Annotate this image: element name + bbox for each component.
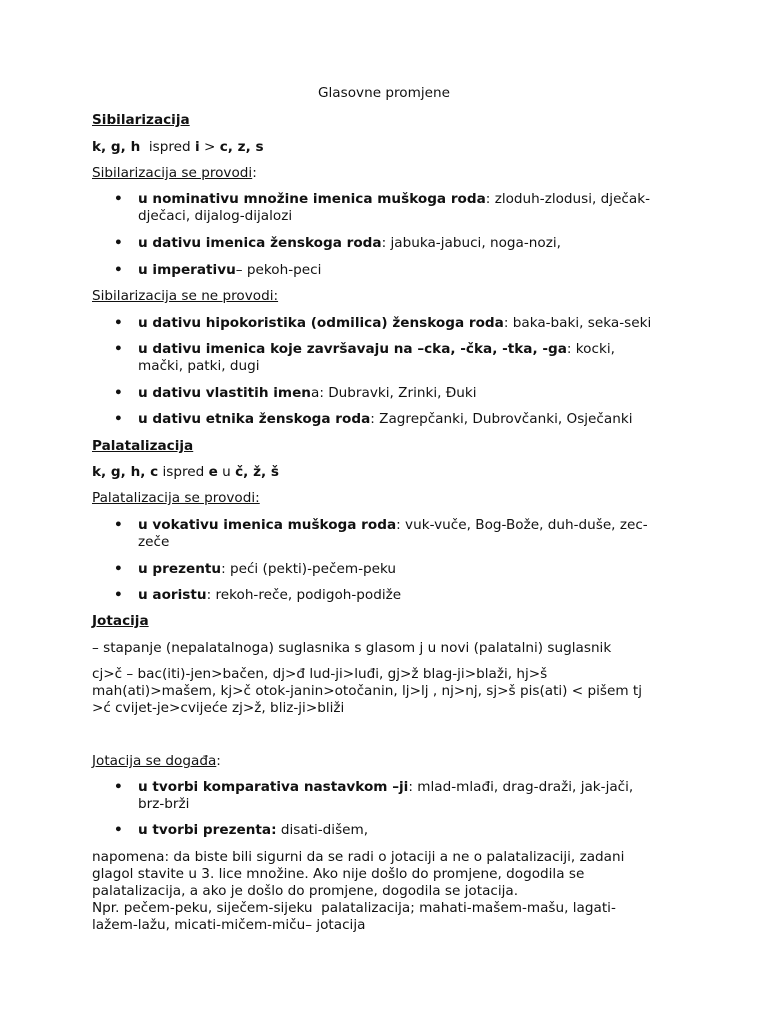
heading-sibilarizacija: Sibilarizacija xyxy=(92,112,190,128)
item-text: : Zagrepčanki, Dubrovčanki, Osječanki xyxy=(370,411,633,427)
list-item xyxy=(138,341,615,358)
rule-result: č, ž, š xyxy=(235,464,279,480)
rule-text: > xyxy=(199,139,220,155)
item-text: a: Dubravki, Zrinki, Đuki xyxy=(310,385,477,401)
rule-sounds: k, g, h xyxy=(92,139,141,155)
list-item-continuation: dječaci, dijalog-dijalozi xyxy=(138,208,293,224)
item-text: disati-dišem, xyxy=(276,822,369,838)
note-line: glagol stavite u 3. lice množine. Ako nije došlo do promjene, dogodila se xyxy=(92,866,585,882)
item-bold: u vokativu imenica muškoga roda xyxy=(138,517,397,533)
rule-vowel: i xyxy=(194,139,200,155)
sibilarizacija-ne-provodi-label: Sibilarizacija se ne provodi: xyxy=(92,288,279,304)
item-bold: u tvorbi prezenta: xyxy=(138,822,277,838)
rule-text: ispred xyxy=(140,139,195,155)
palatalizacija-rule xyxy=(92,464,279,481)
item-bold: u aoristu xyxy=(138,587,207,603)
label-text: Jotacija se događa xyxy=(92,753,217,769)
item-bold: u dativu vlastitih imen xyxy=(138,385,311,401)
heading-palatalizacija: Palatalizacija xyxy=(92,438,194,454)
label-text: Sibilarizacija se provodi xyxy=(92,165,253,181)
label-colon: : xyxy=(216,753,221,769)
item-text: : zloduh-zlodusi, dječak- xyxy=(485,191,651,207)
bullet-icon: • xyxy=(114,191,123,207)
item-text: : vuk-vuče, Bog-Bože, duh-duše, zec- xyxy=(396,517,648,533)
label-colon: : xyxy=(252,165,257,181)
bullet-icon: • xyxy=(114,411,123,427)
list-item-continuation: mački, patki, dugi xyxy=(138,358,260,374)
item-bold: u dativu etnika ženskoga roda xyxy=(138,411,371,427)
note-line: palatalizacija, a ako je došlo do promjene, dogodila se jotacija. xyxy=(92,883,519,899)
bullet-icon: • xyxy=(114,517,123,533)
jotacija-examples-line: >ć cvijet-je>cvijeće zj>ž, bliz-ji>bliži xyxy=(92,700,345,716)
rule-text: ispred xyxy=(158,464,209,480)
rule-sounds: k, g, h, c xyxy=(92,464,159,480)
note-line: lažem-lažu, micati-mičem-miču– jotacija xyxy=(92,917,366,933)
list-item xyxy=(138,191,650,208)
item-bold: u tvorbi komparativa nastavkom –ji xyxy=(138,779,409,795)
jotacija-examples-line: mah(ati)>mašem, kj>č otok-janin>otočanin, lj>lj , nj>nj, sj>š pis(ati) < pišem tj xyxy=(92,683,643,699)
jotacija-dogada-label xyxy=(92,753,221,770)
list-item-continuation: brz-brži xyxy=(138,796,190,812)
heading-jotacija: Jotacija xyxy=(92,613,149,629)
list-item xyxy=(138,517,648,534)
bullet-icon: • xyxy=(114,779,123,795)
bullet-icon: • xyxy=(114,235,123,251)
item-bold: u dativu imenica ženskoga roda xyxy=(138,235,382,251)
bullet-icon: • xyxy=(114,822,123,838)
sibilarizacija-provodi-label xyxy=(92,165,257,182)
item-text: : baka-baki, seka-seki xyxy=(503,315,652,331)
list-item xyxy=(138,561,396,578)
item-bold: u nominativu množine imenica muškoga roda xyxy=(138,191,486,207)
bullet-icon: • xyxy=(114,262,123,278)
list-item-continuation: zeče xyxy=(138,534,170,550)
list-item xyxy=(138,262,321,279)
item-text: – pekoh-peci xyxy=(235,262,322,278)
bullet-icon: • xyxy=(114,315,123,331)
list-item xyxy=(138,235,561,252)
jotacija-examples-line: cj>č – bac(iti)-jen>bačen, dj>đ lud-ji>luđi, gj>ž blag-ji>blaži, hj>š xyxy=(92,666,548,682)
rule-text: u xyxy=(217,464,236,480)
list-item xyxy=(138,385,477,402)
item-text: : kocki, xyxy=(566,341,615,357)
bullet-icon: • xyxy=(114,561,123,577)
item-bold: u dativu hipokoristika (odmilica) ženskoga roda xyxy=(138,315,504,331)
item-text: : mlad-mlađi, drag-draži, jak-jači, xyxy=(408,779,634,795)
list-item xyxy=(138,315,651,332)
item-text: : rekoh-reče, podigoh-podiže xyxy=(206,587,402,603)
bullet-icon: • xyxy=(114,385,123,401)
rule-vowel: e xyxy=(208,464,218,480)
note-line: napomena: da biste bili sigurni da se radi o jotaciji a ne o palatalizaciji, zadani xyxy=(92,849,625,865)
list-item xyxy=(138,411,632,428)
note-line: Npr. pečem-peku, siječem-sijeku palatalizacija; mahati-mašem-mašu, lagati- xyxy=(92,900,616,916)
bullet-icon: • xyxy=(114,341,123,357)
jotacija-definition: – stapanje (nepalatalnoga) suglasnika s glasom j u novi (palatalni) suglasnik xyxy=(92,640,612,656)
rule-result: c, z, s xyxy=(219,139,264,155)
palatalizacija-provodi-label: Palatalizacija se provodi: xyxy=(92,490,260,506)
item-bold: u dativu imenica koje završavaju na –cka, -čka, -tka, -ga xyxy=(138,341,567,357)
item-bold: u prezentu xyxy=(138,561,222,577)
document-title: Glasovne promjene xyxy=(318,85,450,101)
item-text: : jabuka-jabuci, noga-nozi, xyxy=(381,235,561,251)
bullet-icon: • xyxy=(114,587,123,603)
item-bold: u imperativu xyxy=(138,262,236,278)
sibilarizacija-rule xyxy=(92,139,264,156)
list-item xyxy=(138,587,401,604)
item-text: : peći (pekti)-pečem-peku xyxy=(221,561,397,577)
list-item xyxy=(138,822,368,839)
list-item xyxy=(138,779,633,796)
